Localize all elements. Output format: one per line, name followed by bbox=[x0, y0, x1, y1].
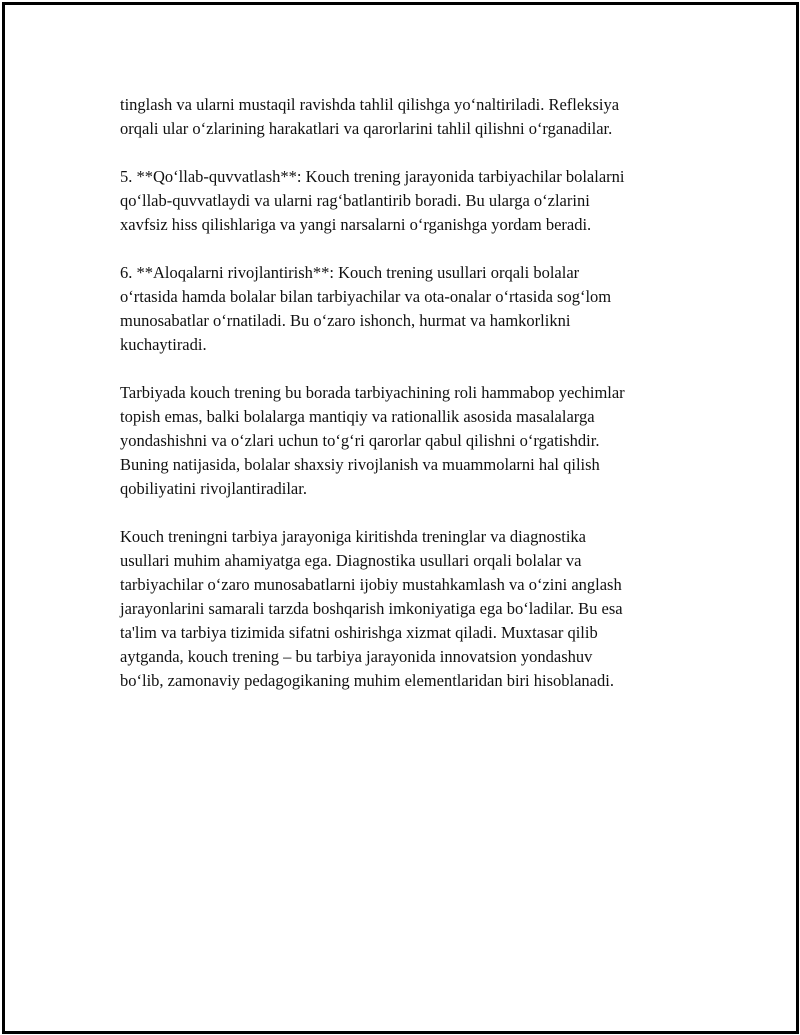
paragraph-conclusion bbox=[120, 525, 700, 693]
text-line: topish emas, balki bolalarga mantiqiy va rationallik asosida masalalarga bbox=[120, 407, 595, 426]
text-line: Buning natijasida, bolalar shaxsiy rivojlanish va muammolarni hal qilish bbox=[120, 455, 600, 474]
text-line: tinglash va ularni mustaqil ravishda tahlil qilishga yo‘naltiriladi. Refleksiya bbox=[120, 95, 620, 114]
text-line: yondashishni va o‘zlari uchun to‘g‘ri qarorlar qabul qilishni o‘rgatishdir. bbox=[120, 431, 600, 450]
paragraph-reflection bbox=[120, 93, 700, 141]
paragraph-relations bbox=[120, 261, 700, 357]
document-body bbox=[120, 93, 700, 717]
text-line: ta'lim va tarbiya tizimida sifatni oshirishga xizmat qiladi. Muxtasar qilib bbox=[120, 623, 598, 642]
document-page bbox=[2, 2, 799, 1034]
text-line: Kouch treningni tarbiya jarayoniga kiritishda treninglar va diagnostika bbox=[120, 527, 586, 546]
text-line: xavfsiz hiss qilishlariga va yangi narsalarni o‘rganishga yordam beradi. bbox=[120, 215, 592, 234]
text-line: o‘rtasida hamda bolalar bilan tarbiyachilar va ota-onalar o‘rtasida sog‘lom bbox=[120, 287, 612, 306]
text-line: jarayonlarini samarali tarzda boshqarish imkoniyatiga ega bo‘ladilar. Bu esa bbox=[120, 599, 623, 618]
text-line: usullari muhim ahamiyatga ega. Diagnostika usullari orqali bolalar va bbox=[120, 551, 582, 570]
text-line: kuchaytiradi. bbox=[120, 335, 207, 354]
text-line: qobiliyatini rivojlantiradilar. bbox=[120, 479, 307, 498]
text-line: bo‘lib, zamonaviy pedagogikaning muhim elementlaridan biri hisoblanadi. bbox=[120, 671, 614, 690]
text-line: qo‘llab-quvvatlaydi va ularni rag‘batlantirib boradi. Bu ularga o‘zlarini bbox=[120, 191, 590, 210]
text-line: tarbiyachilar o‘zaro munosabatlarni ijobiy mustahkamlash va o‘zini anglash bbox=[120, 575, 622, 594]
text-line: aytganda, kouch trening – bu tarbiya jarayonida innovatsion yondashuv bbox=[120, 647, 593, 666]
text-line: orqali ular o‘zlarining harakatlari va qarorlarini tahlil qilishni o‘rganadilar. bbox=[120, 119, 613, 138]
text-line: 5. **Qo‘llab-quvvatlash**: Kouch trening jarayonida tarbiyachilar bolalarni bbox=[120, 167, 625, 186]
text-line: Tarbiyada kouch trening bu borada tarbiyachining roli hammabop yechimlar bbox=[120, 383, 625, 402]
text-line: 6. **Aloqalarni rivojlantirish**: Kouch trening usullari orqali bolalar bbox=[120, 263, 580, 282]
text-line: munosabatlar o‘rnatiladi. Bu o‘zaro ishonch, hurmat va hamkorlikni bbox=[120, 311, 571, 330]
paragraph-coach-role bbox=[120, 381, 700, 501]
paragraph-support bbox=[120, 165, 700, 237]
